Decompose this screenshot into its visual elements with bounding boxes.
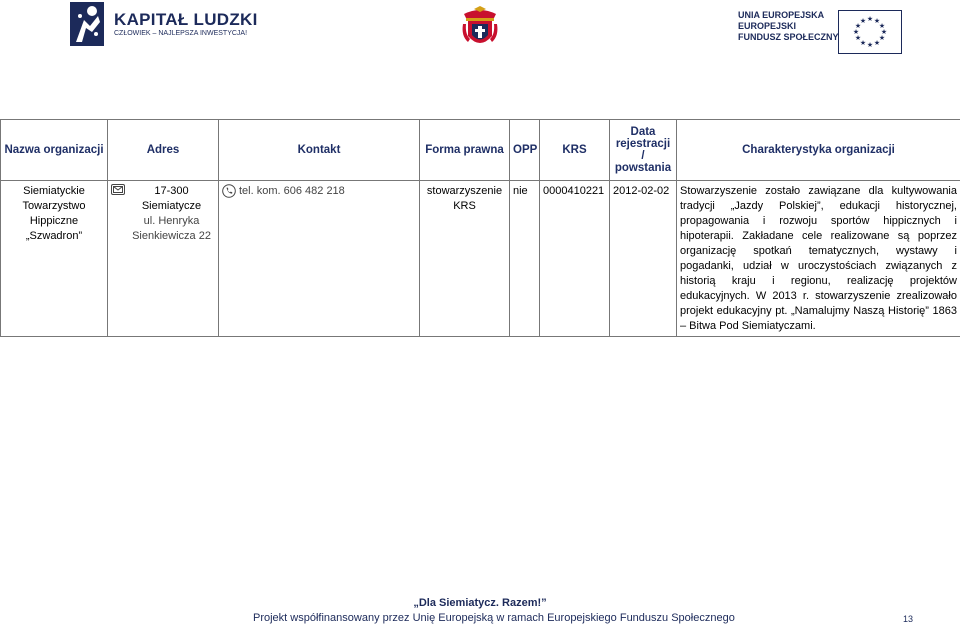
phone-icon — [222, 184, 236, 198]
coat-of-arms-icon — [460, 6, 500, 50]
col-header-krs: KRS — [540, 120, 610, 181]
address-text — [128, 184, 215, 244]
svg-text:★: ★ — [873, 17, 881, 25]
legal-form-cell: stowarzyszenie KRS — [420, 181, 510, 337]
col-header-contact: Kontakt — [219, 120, 420, 181]
contact-cell — [219, 181, 420, 337]
opp-cell: nie — [510, 181, 540, 337]
kapital-ludzki-logo-icon — [70, 2, 104, 46]
eu-flag-icon — [838, 10, 902, 54]
kapital-ludzki-title: KAPITAŁ LUDZKI — [114, 10, 258, 29]
svg-text:★: ★ — [854, 34, 862, 42]
eu-line-1: UNIA EUROPEJSKA — [738, 10, 825, 20]
address-cell — [108, 181, 219, 337]
organization-table — [0, 119, 960, 337]
col-header-name: Nazwa organizacji — [1, 120, 108, 181]
contact-phone: tel. kom. 606 482 218 — [239, 185, 345, 197]
address-line-2: ul. Henryka — [143, 215, 200, 227]
col-header-address: Adres — [108, 120, 219, 181]
kapital-ludzki-logo — [70, 2, 258, 46]
org-name-cell: Siemiatyckie Towarzystwo Hippiczne „Szwadron” — [1, 181, 108, 337]
col-header-legal-form: Forma prawna — [420, 120, 510, 181]
svg-text:★: ★ — [880, 28, 888, 36]
address-line-1: 17-300 Siemiatycze — [141, 185, 202, 212]
svg-text:★: ★ — [854, 22, 862, 30]
svg-text:★: ★ — [852, 28, 860, 36]
footer-slogan: „Dla Siemiatycz. Razem!” — [413, 597, 547, 609]
envelope-icon — [111, 184, 125, 195]
reg-date-cell: 2012-02-02 — [610, 181, 677, 337]
svg-text:★: ★ — [873, 39, 881, 47]
footer-cofinancing: Projekt współfinansowany przez Unię Europejską w ramach Europejskiego Funduszu Społecznego — [253, 612, 735, 624]
eu-line-3: FUNDUSZ SPOŁECZNY — [738, 32, 839, 42]
svg-text:★: ★ — [866, 41, 874, 49]
kapital-ludzki-subtitle: CZŁOWIEK – NAJLEPSZA INWESTYCJA! — [114, 30, 248, 37]
svg-text:★: ★ — [866, 15, 874, 23]
eu-logo — [738, 10, 908, 54]
svg-text:★: ★ — [878, 34, 886, 42]
col-header-reg-date: Data rejestracji / powstania — [610, 120, 677, 181]
description-cell: Stowarzyszenie zostało zawiązane dla kultywowania tradycji „Jazdy Polskiej”, edukacji historycznej, propagowania i rozwoju sportów hippicznych i hipoterapii. Zakładane cele realizowane są poprzez organizację spotkań tematycznych, wystawy i pogadanki, udział w uroczystościach związanych z historią kraju i regionu, realizację projektów edukacyjnych. W 2013 r. stowarzyszenie zrealizowało projekt edukacyjny pt. „Namalujmy Naszą Historię” 1863 – Bitwa Pod Siemiatyczami. — [677, 181, 960, 337]
eu-text — [738, 10, 839, 43]
eu-line-2: EUROPEJSKI — [738, 21, 797, 31]
svg-text:★: ★ — [859, 39, 867, 47]
col-header-opp: OPP — [510, 120, 540, 181]
table-row — [1, 181, 960, 337]
col-header-description: Charakterystyka organizacji — [677, 120, 960, 181]
svg-text:★: ★ — [859, 17, 867, 25]
address-line-3: Sienkiewicza 22 — [132, 230, 211, 242]
svg-text:★: ★ — [878, 22, 886, 30]
page-number: 13 — [903, 614, 914, 624]
table-header-row — [1, 120, 960, 181]
krs-cell: 0000410221 — [540, 181, 610, 337]
